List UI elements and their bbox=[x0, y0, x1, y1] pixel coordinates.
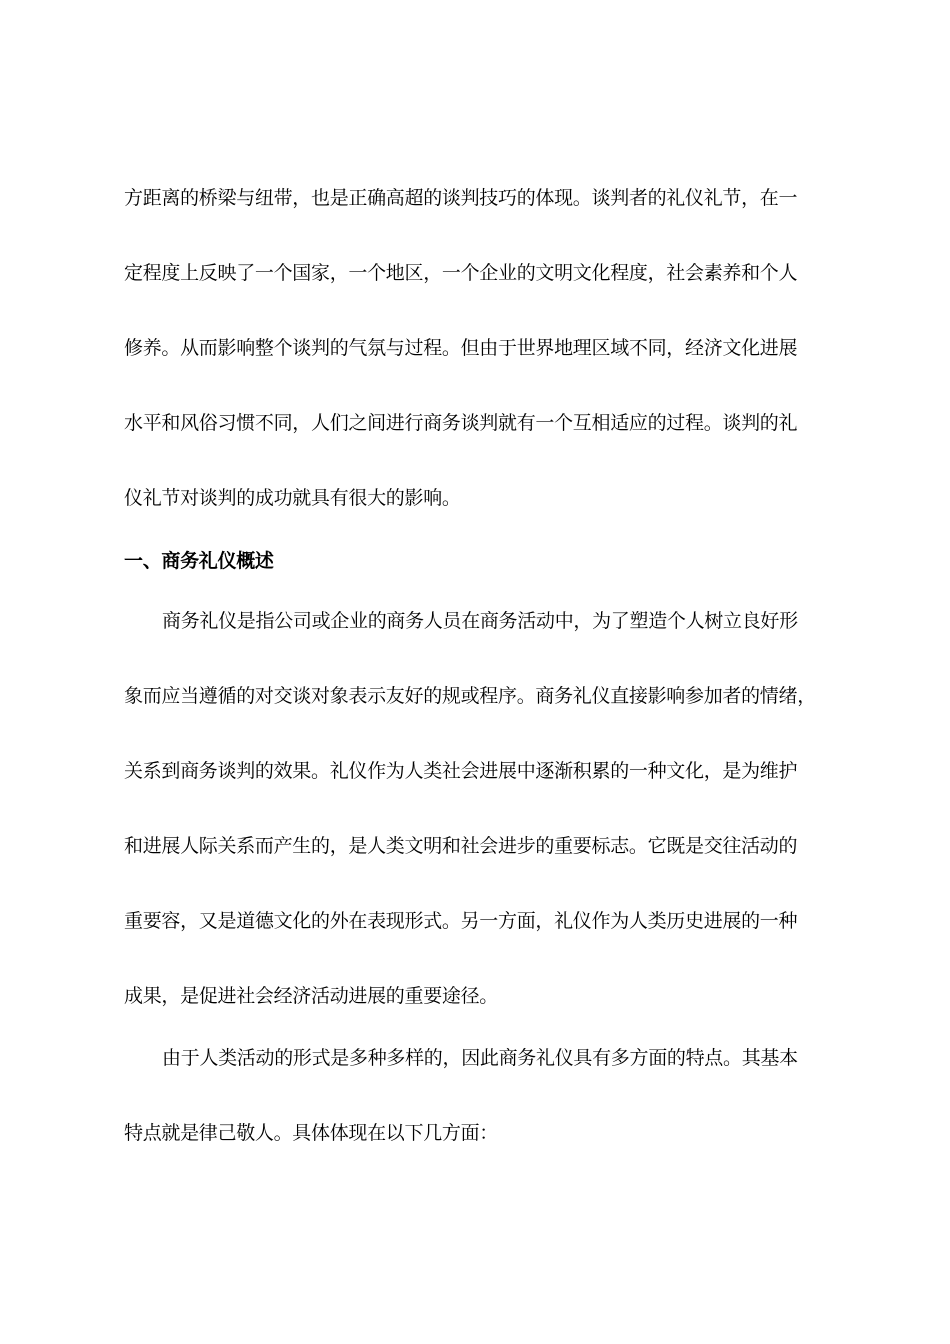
text-line: 特点就是律己敬人。具体体现在以下几方面： bbox=[124, 1122, 499, 1144]
text-line: 成果，是促进社会经济活动进展的重要途径。 bbox=[124, 985, 499, 1007]
text-line: 修养。从而影响整个谈判的气氛与过程。但由于世界地理区域不同，经济文化进展 bbox=[124, 337, 798, 359]
text-line: 和进展人际关系而产生的，是人类文明和社会进步的重要标志。它既是交往活动的 bbox=[124, 835, 798, 857]
text-line: 关系到商务谈判的效果。礼仪作为人类社会进展中逐渐积累的一种文化，是为维护 bbox=[124, 760, 798, 782]
text-line: 重要容，又是道德文化的外在表现形式。另一方面，礼仪作为人类历史进展的一种 bbox=[124, 910, 798, 932]
paragraph-first-line: 商务礼仪是指公司或企业的商务人员在商务活动中，为了塑造个人树立良好形 bbox=[162, 610, 798, 632]
text-line: 方距离的桥梁与纽带，也是正确高超的谈判技巧的体现。谈判者的礼仪礼节，在一 bbox=[124, 187, 798, 209]
section-heading: 一、商务礼仪概述 bbox=[124, 550, 274, 572]
text-line: 象而应当遵循的对交谈对象表示友好的规或程序。商务礼仪直接影响参加者的情绪， bbox=[124, 685, 816, 707]
text-line: 定程度上反映了一个国家，一个地区，一个企业的文明文化程度，社会素养和个人 bbox=[124, 262, 798, 284]
text-line: 水平和风俗习惯不同，人们之间进行商务谈判就有一个互相适应的过程。谈判的礼 bbox=[124, 412, 798, 434]
text-line: 仪礼节对谈判的成功就具有很大的影响。 bbox=[124, 487, 461, 509]
paragraph-first-line: 由于人类活动的形式是多种多样的，因此商务礼仪具有多方面的特点。其基本 bbox=[162, 1047, 798, 1069]
